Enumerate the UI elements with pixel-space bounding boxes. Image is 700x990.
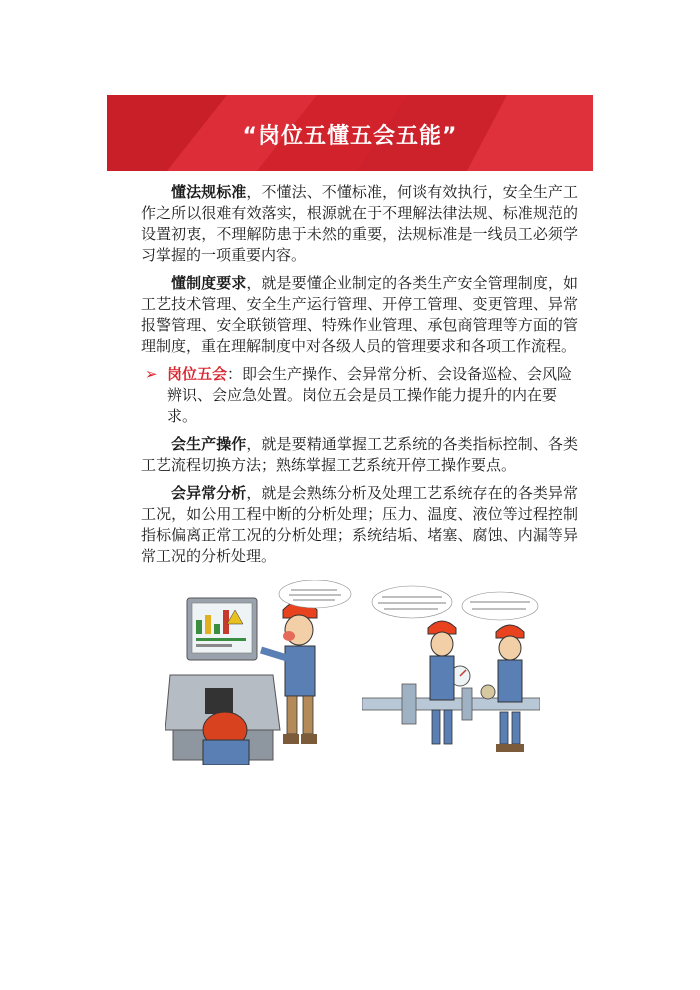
document-body [141, 182, 578, 574]
control-room-illustration [165, 580, 353, 765]
page-title: “岗位五懂五会五能” [242, 124, 458, 149]
section-regulations [141, 182, 578, 266]
section-lead: 会生产操作 [171, 435, 247, 453]
section-text: ：即会生产操作、会异常分析、会设备巡检、会风险辨识、会应急处置。岗位五会是员工操作能力提升的内在要求。 [167, 365, 573, 425]
arrow-bullet-icon: ➢ [145, 365, 158, 383]
section-text: ，不懂法、不懂标准，何谈有效执行，安全生产工作之所以很难有效落实，根源就在于不理解法律法规、标准规范的设置初衷，不理解防患于未然的重要，法规标准是一线员工必须学习掌握的一项重要内容。 [141, 183, 578, 264]
section-text: ，就是会熟练分析及处理工艺系统存在的各类异常工况，如公用工程中断的分析处理；压力、温度、液位等过程控制指标偏离正常工况的分析处理；系统结垢、堵塞、腐蚀、内漏等异常工况的分析处理。 [141, 484, 578, 565]
section-text: ，就是要精通掌握工艺系统的各类指标控制、各类工艺流程切换方法；熟练掌握工艺系统开停工操作要点。 [141, 435, 578, 474]
section-production-operation [141, 434, 578, 476]
section-anomaly-analysis [141, 483, 578, 567]
section-lead: 懂法规标准 [171, 183, 247, 201]
section-lead: 会异常分析 [171, 484, 247, 502]
section-lead: 懂制度要求 [171, 274, 247, 292]
section-text: ，就是要懂企业制定的各类生产安全管理制度，如工艺技术管理、安全生产运行管理、开停工管理、变更管理、异常报警管理、安全联锁管理、特殊作业管理、承包商管理等方面的管理制度，重在理解制度中对各级人员的管理要求和各项工作流程。 [141, 274, 578, 355]
section-five-skills [141, 364, 578, 427]
section-lead: 岗位五会 [167, 365, 228, 383]
title-banner [107, 95, 593, 171]
pipeline-inspection-illustration [362, 580, 540, 765]
section-rules [141, 273, 578, 357]
